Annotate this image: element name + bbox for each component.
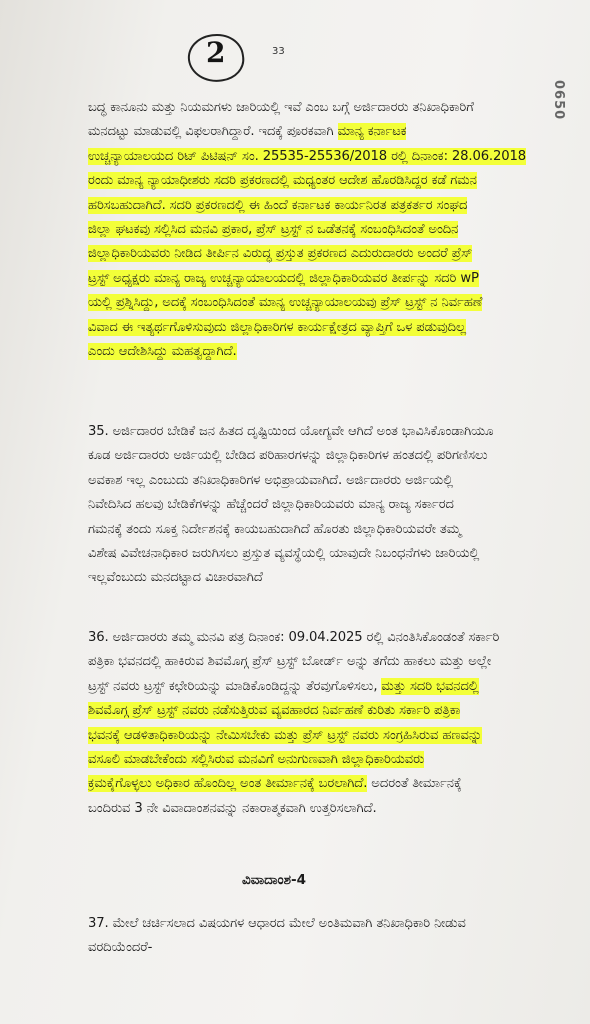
text-line bbox=[88, 316, 568, 340]
text-line: ಅವಕಾಶ ಇಲ್ಲ ಎಂಬುದು ತನಿಖಾಧಿಕಾರಿಗಳ ಅಭಿಪ್ರಾಯವಾಗಿದೆ. ಅರ್ಜಿದಾರರು ಅರ್ಜಿಯಲ್ಲಿ bbox=[88, 472, 454, 488]
text-line bbox=[88, 626, 568, 650]
side-stamp: 0650 bbox=[551, 80, 566, 121]
text-line bbox=[88, 194, 568, 218]
line-text: ಪತ್ರಿಕಾ ಭವನದಲ್ಲಿ ಹಾಕಿರುವ ಶಿವಮೊಗ್ಗ ಪ್ರೆಸ್ ಟ್ರಸ್ಟ್ ಬೋರ್ಡ್ ಅನ್ನು ತಗೆದು ಹಾಕಲು ಮತ್ತು ಅಲ್ಲೇ bbox=[88, 654, 492, 670]
highlighted-text: ಜಿಲ್ಲಾಧಿಕಾರಿಯವರು ನೀಡಿದ ತೀರ್ಪಿನ ವಿರುದ್ಧ ಪ್ರಸ್ತುತ ಪ್ರಕರಣದ ಎದುರುದಾರರು ಅಂದರೆ ಪ್ರೆಸ್ bbox=[88, 246, 473, 262]
section-heading: ವಿವಾದಾಂಶ-4 bbox=[242, 872, 307, 888]
highlighted-text: ಉಚ್ಚನ್ಯಾಯಾಲಯದ ರಿಟ್ ಪಿಟಿಷನ್ ಸಂ. 25535-25536/2018 ರಲ್ಲಿ ದಿನಾಂಕ: 28.06.2018 bbox=[88, 148, 526, 164]
highlighted-text: ಮತ್ತು ಸದರಿ ಭವನದಲ್ಲಿ bbox=[381, 678, 479, 694]
text-line bbox=[88, 340, 568, 364]
highlighted-text: ಹರಿಸಬಹುದಾಗಿದೆ. ಸದರಿ ಪ್ರಕರಣದಲ್ಲಿ ಈ ಹಿಂದೆ ಕರ್ನಾಟಕ ಕಾರ್ಯನಿರತ ಪತ್ರಕರ್ತರ ಸಂಘದ bbox=[88, 197, 468, 213]
text-line bbox=[88, 267, 568, 291]
highlighted-text: ವಿವಾದ ಈ ಇತ್ಯರ್ಥಗೊಳಿಸುವುದು ಜಿಲ್ಲಾಧಿಕಾರಿಗಳ ಕಾರ್ಯಕ್ಷೇತ್ರದ ವ್ಯಾಪ್ತಿಗೆ ಒಳ ಪಡುವುದಿಲ್ಲ bbox=[88, 319, 466, 335]
text-line bbox=[88, 650, 568, 674]
highlighted-text: ಎಂದು ಆದೇಶಿಸಿದ್ದು ಮಹತ್ವದ್ದಾಗಿದೆ. bbox=[88, 343, 237, 359]
handwritten-number: 2 bbox=[206, 36, 226, 69]
text-line bbox=[88, 145, 568, 169]
line-text: ಟ್ರಸ್ಟ್ ನವರು ಟ್ರಸ್ಟ್ ಕಛೇರಿಯನ್ನು ಮಾಡಿಕೊಂಡಿದ್ದನ್ನು ತೆರವುಗೊಳಿಸಲು, bbox=[88, 678, 382, 694]
text-line bbox=[88, 675, 568, 699]
text-line: 37. ಮೇಲೆ ಚರ್ಚಿಸಲಾದ ವಿಷಯಗಳ ಆಧಾರದ ಮೇಲೆ ಅಂತಿಮವಾಗಿ ತನಿಖಾಧಿಕಾರಿ ನೀಡುವ bbox=[88, 916, 466, 931]
page-number: 33 bbox=[272, 46, 285, 57]
text-line bbox=[88, 169, 568, 193]
text-line: ಗಮನಕ್ಕೆ ತಂದು ಸೂಕ್ತ ನಿರ್ದೇಶನಕ್ಕೆ ಕಾಯಬಹುದಾಗಿದೆ ಹೊರತು ಜಿಲ್ಲಾಧಿಕಾರಿಯವರೇ ತಮ್ಮ bbox=[88, 521, 461, 537]
text-line bbox=[88, 242, 568, 266]
highlighted-text: ಯಲ್ಲಿ ಪ್ರಶ್ನಿಸಿದ್ದು, ಅದಕ್ಕೆ ಸಂಬಂಧಿಸಿದಂತೆ ಮಾನ್ಯ ಉಚ್ಚನ್ಯಾಯಾಲಯವು ಪ್ರೆಸ್ ಟ್ರಸ್ಟ್ ನ ನಿರ್ವಹಣೆ bbox=[88, 295, 483, 311]
highlighted-text: ಜಿಲ್ಲಾ ಘಟಕವು ಸಲ್ಲಿಸಿದ ಮನವಿ ಪ್ರಕಾರ, ಪ್ರೆಸ್ ಟ್ರಸ್ಟ್ ನ ಒಡೆತನಕ್ಕೆ ಸಂಬಂಧಿಸಿದಂತೆ ಅಂದಿನ bbox=[88, 221, 459, 237]
text-line bbox=[88, 96, 568, 120]
text-line bbox=[88, 772, 568, 796]
line-text: ಬದ್ಧ ಕಾನೂನು ಮತ್ತು ನಿಯಮಗಳು ಜಾರಿಯಲ್ಲಿ ಇವೆ ಎಂಬ ಬಗ್ಗೆ ಅರ್ಜಿದಾರರು ತನಿಖಾಧಿಕಾರಿಗೆ bbox=[88, 100, 474, 115]
paragraph-35 bbox=[88, 420, 568, 591]
paragraph-36 bbox=[88, 626, 568, 821]
text-line bbox=[88, 748, 568, 772]
text-line bbox=[88, 797, 568, 821]
text-line: ಇಲ್ಲವೆಂಬುದು ಮನದಟ್ಟಾದ ವಿಚಾರವಾಗಿದೆ bbox=[88, 570, 263, 586]
highlighted-text: ಭವನಕ್ಕೆ ಆಡಳಿತಾಧಿಕಾರಿಯನ್ನು ನೇಮಿಸಬೇಕು ಮತ್ತು ಪ್ರೆಸ್ ಟ್ರಸ್ಟ್ ನವರು ಸಂಗ್ರಹಿಸಿರುವ ಹಣವನ್ನು bbox=[88, 727, 483, 743]
text-line: ನಿವೇದಿಸಿದ ಹಲವು ಬೇಡಿಕೆಗಳನ್ನು ಹೆಚ್ಚೆಂದರೆ ಜಿಲ್ಲಾಧಿಕಾರಿಯವರು ಮಾನ್ಯ ರಾಜ್ಯ ಸರ್ಕಾರದ bbox=[88, 497, 454, 513]
paragraph-37 bbox=[88, 912, 568, 961]
line-text: 36. ಅರ್ಜಿದಾರರು ತಮ್ಮ ಮನವಿ ಪತ್ರ ದಿನಾಂಕ: 09.04.2025 ರಲ್ಲಿ ವಿನಂತಿಸಿಕೊಂಡಂತೆ ಸರ್ಕಾರಿ bbox=[88, 630, 500, 645]
text-line: 35. ಅರ್ಜಿದಾರರ ಬೇಡಿಕೆ ಜನ ಹಿತದ ದೃಷ್ಟಿಯಿಂದ ಯೋಗ್ಯವೇ ಆಗಿದೆ ಅಂತ ಭಾವಿಸಿಕೊಂಡಾಗಿಯೂ bbox=[88, 424, 494, 439]
text-line: ವಿಶೇಷ ವಿವೇಚನಾಧಿಕಾರ ಜರುಗಿಸಲು ಪ್ರಸ್ತುತ ವ್ಯವಸ್ಥೆಯಲ್ಲಿ ಯಾವುದೇ ನಿಬಂಧನೆಗಳು ಜಾರಿಯಲ್ಲಿ bbox=[88, 545, 480, 561]
text-line: ವರದಿಯೆಂದರೆ- bbox=[88, 940, 153, 956]
highlighted-text: ವಸೂಲಿ ಮಾಡಬೇಕೆಂದು ಸಲ್ಲಿಸಿರುವ ಮನವಿಗೆ ಅನುಗುಣವಾಗಿ ಜಿಲ್ಲಾಧಿಕಾರಿಯವರು bbox=[88, 751, 425, 767]
highlighted-text: ಟ್ರಸ್ಟ್ ಅಧ್ಯಕ್ಷರು ಮಾನ್ಯ ರಾಜ್ಯ ಉಚ್ಚನ್ಯಾಯಾಲಯದಲ್ಲಿ ಜಿಲ್ಲಾಧಿಕಾರಿಯವರ ತೀರ್ಪನ್ನು ಸದರಿ wP bbox=[88, 270, 479, 286]
text-line: ಕೂಡ ಅರ್ಜಿದಾರರು ಅರ್ಜಿಯಲ್ಲಿ ಬೇಡಿದ ಪರಿಹಾರಗಳನ್ನು ಜಿಲ್ಲಾಧಿಕಾರಿಗಳ ಹಂತದಲ್ಲಿ ಪರಿಗಣಿಸಲು bbox=[88, 448, 488, 464]
text-line bbox=[88, 699, 568, 723]
highlighted-text: ಮಾನ್ಯ ಕರ್ನಾಟಕ bbox=[337, 124, 407, 140]
text-line bbox=[88, 724, 568, 748]
highlighted-text: ಶಿವಮೊಗ್ಗ ಪ್ರೆಸ್ ಟ್ರಸ್ಟ್ ನವರು ನಡೆಸುತ್ತಿರುವ ವ್ಯವಹಾರದ ನಿರ್ವಹಣೆ ಕುರಿತು ಸರ್ಕಾರಿ ಪತ್ರಿಕಾ bbox=[88, 703, 461, 719]
text-line bbox=[88, 120, 568, 144]
line-text: ಅದರಂತೆ ತೀರ್ಮಾನಕ್ಕೆ bbox=[367, 776, 462, 792]
paragraph-34-continued bbox=[88, 96, 568, 364]
text-line bbox=[88, 218, 568, 242]
highlighted-text: ರಂದು ಮಾನ್ಯ ನ್ಯಾಯಾಧೀಶರು ಸದರಿ ಪ್ರಕರಣದಲ್ಲಿ ಮಧ್ಯಂತರ ಆದೇಶ ಹೊರಡಿಸಿದ್ದರ ಕಡೆ ಗಮನ bbox=[88, 173, 477, 189]
line-text: ಬಂದಿರುವ 3 ನೇ ವಿವಾದಾಂಶನವನ್ನು ನಕಾರಾತ್ಮಕವಾಗಿ ಉತ್ತರಿಸಲಾಗಿದೆ. bbox=[88, 800, 377, 816]
text-line bbox=[88, 291, 568, 315]
line-text: ಮನದಟ್ಟು ಮಾಡುವಲ್ಲಿ ವಿಫಲರಾಗಿದ್ದಾರೆ. ಇದಕ್ಕೆ ಪೂರಕವಾಗಿ bbox=[88, 124, 338, 140]
highlighted-text: ಕ್ರಮಕೈಗೊಳ್ಳಲು ಅಧಿಕಾರ ಹೊಂದಿಲ್ಲ ಅಂತ ತೀರ್ಮಾನಕ್ಕೆ ಬರಲಾಗಿದೆ. bbox=[88, 776, 368, 792]
